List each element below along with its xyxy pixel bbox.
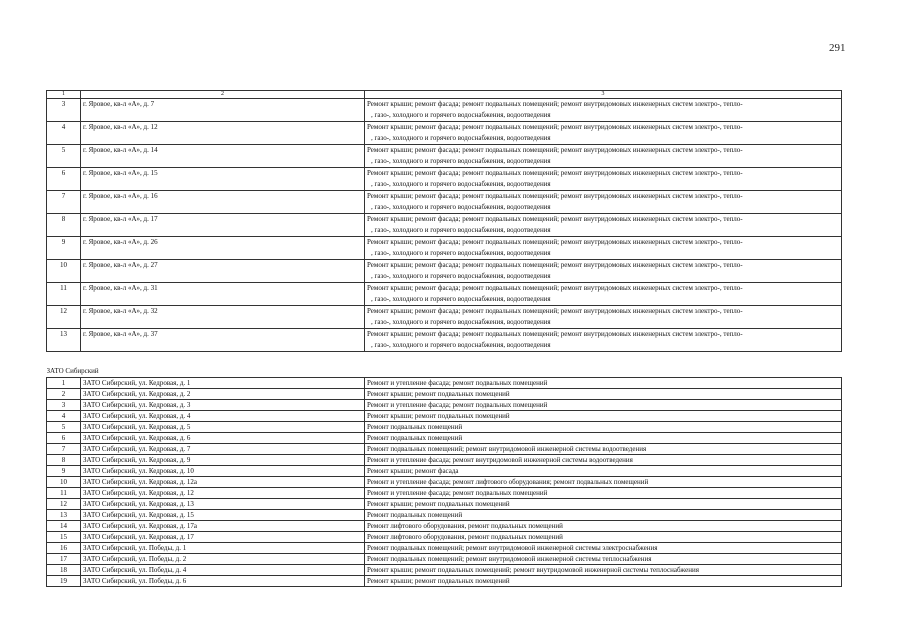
row-number: 7 — [47, 444, 81, 455]
row-number: 8 — [47, 455, 81, 466]
row-address: г. Яровое, кв-л «А», д. 7 — [81, 99, 365, 122]
table-row — [47, 378, 842, 389]
row-work-line-1: Ремонт крыши; ремонт фасада; ремонт подвальных помещений; ремонт внутридомовых инженерных систем электро-, тепло- — [367, 330, 743, 338]
table-row — [47, 329, 842, 352]
row-address: ЗАТО Сибирский, ул. Кедровая, д. 5 — [81, 422, 365, 433]
table-row — [47, 237, 842, 260]
row-work — [365, 214, 842, 237]
row-number: 1 — [47, 378, 81, 389]
row-address: ЗАТО Сибирский, ул. Кедровая, д. 15 — [81, 510, 365, 521]
row-number: 13 — [47, 510, 81, 521]
row-address: ЗАТО Сибирский, ул. Победы, д. 2 — [81, 554, 365, 565]
row-address: г. Яровое, кв-л «А», д. 15 — [81, 168, 365, 191]
row-address: ЗАТО Сибирский, ул. Кедровая, д. 9 — [81, 455, 365, 466]
row-work: Ремонт лифтового оборудования, ремонт подвальных помещений — [365, 521, 842, 532]
row-work: Ремонт и утепление фасада; ремонт подвальных помещений — [365, 488, 842, 499]
table-row — [47, 444, 842, 455]
row-work — [365, 283, 842, 306]
row-work: Ремонт подвальных помещений; ремонт внутридомовой инженерной системы теплоснабжения — [365, 554, 842, 565]
row-work-line-2: , газо-, холодного и горячего водоснабжения, водоотведения — [371, 180, 551, 188]
row-address: г. Яровое, кв-л «А», д. 17 — [81, 214, 365, 237]
section-heading-row — [47, 366, 842, 378]
row-number: 18 — [47, 565, 81, 576]
row-work-line-1: Ремонт крыши; ремонт фасада; ремонт подвальных помещений; ремонт внутридомовых инженерных систем электро-, тепло- — [367, 215, 743, 223]
row-address: ЗАТО Сибирский, ул. Кедровая, д. 12а — [81, 477, 365, 488]
table-row — [47, 168, 842, 191]
row-work-line-2: , газо-, холодного и горячего водоснабжения, водоотведения — [371, 157, 551, 165]
row-address: г. Яровое, кв-л «А», д. 16 — [81, 191, 365, 214]
row-work: Ремонт крыши; ремонт подвальных помещений — [365, 576, 842, 587]
row-number: 2 — [47, 389, 81, 400]
header-col-1: 1 — [47, 91, 81, 99]
row-number: 19 — [47, 576, 81, 587]
row-work-line-1: Ремонт крыши; ремонт фасада; ремонт подвальных помещений; ремонт внутридомовых инженерных систем электро-, тепло- — [367, 146, 743, 154]
table-row — [47, 466, 842, 477]
row-work-line-1: Ремонт крыши; ремонт фасада; ремонт подвальных помещений; ремонт внутридомовых инженерных систем электро-, тепло- — [367, 284, 743, 292]
row-address: ЗАТО Сибирский, ул. Победы, д. 1 — [81, 543, 365, 554]
row-address: г. Яровое, кв-л «А», д. 32 — [81, 306, 365, 329]
table-row — [47, 191, 842, 214]
row-work: Ремонт лифтового оборудования, ремонт подвальных помещений — [365, 532, 842, 543]
table-row — [47, 488, 842, 499]
row-work-line-2: , газо-, холодного и горячего водоснабжения, водоотведения — [371, 249, 551, 257]
row-number: 6 — [47, 168, 81, 191]
row-number: 9 — [47, 237, 81, 260]
table-row — [47, 411, 842, 422]
table-row — [47, 422, 842, 433]
row-address: ЗАТО Сибирский, ул. Кедровая, д. 1 — [81, 378, 365, 389]
row-number: 7 — [47, 191, 81, 214]
table-row — [47, 145, 842, 168]
table-row — [47, 455, 842, 466]
row-number: 10 — [47, 260, 81, 283]
row-work-line-2: , газо-, холодного и горячего водоснабжения, водоотведения — [371, 295, 551, 303]
row-number: 10 — [47, 477, 81, 488]
row-work-line-2: , газо-, холодного и горячего водоснабжения, водоотведения — [371, 111, 551, 119]
row-address: г. Яровое, кв-л «А», д. 31 — [81, 283, 365, 306]
row-number: 9 — [47, 466, 81, 477]
table-row — [47, 389, 842, 400]
row-number: 16 — [47, 543, 81, 554]
row-address: г. Яровое, кв-л «А», д. 12 — [81, 122, 365, 145]
row-address: ЗАТО Сибирский, ул. Кедровая, д. 12 — [81, 488, 365, 499]
header-col-3: 3 — [365, 91, 842, 99]
row-work-line-1: Ремонт крыши; ремонт фасада; ремонт подвальных помещений; ремонт внутридомовых инженерных систем электро-, тепло- — [367, 192, 743, 200]
table-row — [47, 532, 842, 543]
row-number: 3 — [47, 99, 81, 122]
row-work-line-2: , газо-, холодного и горячего водоснабжения, водоотведения — [371, 203, 551, 211]
table-row — [47, 260, 842, 283]
table-row — [47, 400, 842, 411]
row-work: Ремонт крыши; ремонт фасада — [365, 466, 842, 477]
row-work: Ремонт крыши; ремонт подвальных помещений — [365, 389, 842, 400]
row-number: 17 — [47, 554, 81, 565]
row-work: Ремонт и утепление фасада; ремонт внутридомовой инженерной системы водоотведения — [365, 455, 842, 466]
section-gap — [47, 352, 842, 367]
row-work-line-2: , газо-, холодного и горячего водоснабжения, водоотведения — [371, 341, 551, 349]
row-work — [365, 260, 842, 283]
table-row — [47, 554, 842, 565]
row-number: 11 — [47, 283, 81, 306]
row-work-line-1: Ремонт крыши; ремонт фасада; ремонт подвальных помещений; ремонт внутридомовых инженерных систем электро-, тепло- — [367, 169, 743, 177]
header-col-2: 2 — [81, 91, 365, 99]
row-work-line-1: Ремонт крыши; ремонт фасада; ремонт подвальных помещений; ремонт внутридомовых инженерных систем электро-, тепло- — [367, 100, 743, 108]
row-address: ЗАТО Сибирский, ул. Кедровая, д. 4 — [81, 411, 365, 422]
row-work: Ремонт и утепление фасада; ремонт подвальных помещений — [365, 400, 842, 411]
table-row — [47, 510, 842, 521]
row-work-line-1: Ремонт крыши; ремонт фасада; ремонт подвальных помещений; ремонт внутридомовых инженерных систем электро-, тепло- — [367, 238, 743, 246]
row-work: Ремонт подвальных помещений — [365, 433, 842, 444]
row-number: 4 — [47, 122, 81, 145]
table-row — [47, 521, 842, 532]
row-number: 8 — [47, 214, 81, 237]
row-work-line-2: , газо-, холодного и горячего водоснабжения, водоотведения — [371, 318, 551, 326]
row-number: 12 — [47, 499, 81, 510]
row-work — [365, 99, 842, 122]
row-address: ЗАТО Сибирский, ул. Кедровая, д. 13 — [81, 499, 365, 510]
row-number: 15 — [47, 532, 81, 543]
row-work — [365, 329, 842, 352]
row-work — [365, 122, 842, 145]
table-row — [47, 122, 842, 145]
row-number: 12 — [47, 306, 81, 329]
row-address: ЗАТО Сибирский, ул. Победы, д. 4 — [81, 565, 365, 576]
table-row — [47, 499, 842, 510]
row-address: ЗАТО Сибирский, ул. Кедровая, д. 3 — [81, 400, 365, 411]
row-work-line-2: , газо-, холодного и горячего водоснабжения, водоотведения — [371, 272, 551, 280]
row-number: 3 — [47, 400, 81, 411]
row-work: Ремонт подвальных помещений — [365, 422, 842, 433]
table-header-row — [47, 91, 842, 99]
row-address: ЗАТО Сибирский, ул. Кедровая, д. 10 — [81, 466, 365, 477]
page-number: 291 — [829, 42, 846, 54]
row-address: ЗАТО Сибирский, ул. Кедровая, д. 17 — [81, 532, 365, 543]
row-work: Ремонт подвальных помещений; ремонт внутридомовой инженерной системы водоотведения — [365, 444, 842, 455]
row-address: г. Яровое, кв-л «А», д. 27 — [81, 260, 365, 283]
row-number: 11 — [47, 488, 81, 499]
row-address: г. Яровое, кв-л «А», д. 37 — [81, 329, 365, 352]
row-work — [365, 145, 842, 168]
table-row — [47, 99, 842, 122]
row-work — [365, 168, 842, 191]
table-row — [47, 576, 842, 587]
row-number: 13 — [47, 329, 81, 352]
row-address: ЗАТО Сибирский, ул. Кедровая, д. 2 — [81, 389, 365, 400]
row-work: Ремонт крыши; ремонт подвальных помещений — [365, 411, 842, 422]
row-work: Ремонт подвальных помещений; ремонт внутридомовой инженерной системы электроснабжения — [365, 543, 842, 554]
row-work: Ремонт крыши; ремонт подвальных помещений; ремонт внутридомовой инженерной системы теплоснабжения — [365, 565, 842, 576]
section-gap-cell — [47, 352, 842, 367]
row-work-line-1: Ремонт крыши; ремонт фасада; ремонт подвальных помещений; ремонт внутридомовых инженерных систем электро-, тепло- — [367, 307, 743, 315]
row-number: 6 — [47, 433, 81, 444]
row-number: 5 — [47, 145, 81, 168]
row-address: ЗАТО Сибирский, ул. Кедровая, д. 6 — [81, 433, 365, 444]
row-number: 5 — [47, 422, 81, 433]
table-row — [47, 543, 842, 554]
row-work — [365, 237, 842, 260]
row-address: г. Яровое, кв-л «А», д. 14 — [81, 145, 365, 168]
row-work — [365, 191, 842, 214]
table-row — [47, 565, 842, 576]
repair-table-body — [47, 91, 842, 587]
row-work: Ремонт подвальных помещений — [365, 510, 842, 521]
row-work — [365, 306, 842, 329]
row-work: Ремонт крыши; ремонт подвальных помещений — [365, 499, 842, 510]
row-work: Ремонт и утепление фасада; ремонт лифтового оборудования; ремонт подвальных помещений — [365, 477, 842, 488]
table-row — [47, 433, 842, 444]
table-row — [47, 306, 842, 329]
row-work-line-2: , газо-, холодного и горячего водоснабжения, водоотведения — [371, 226, 551, 234]
table-row — [47, 283, 842, 306]
row-number: 14 — [47, 521, 81, 532]
row-work: Ремонт и утепление фасада; ремонт подвальных помещений — [365, 378, 842, 389]
row-work-line-2: , газо-, холодного и горячего водоснабжения, водоотведения — [371, 134, 551, 142]
table-row — [47, 214, 842, 237]
table-row — [47, 477, 842, 488]
repair-table — [46, 90, 842, 587]
row-work-line-1: Ремонт крыши; ремонт фасада; ремонт подвальных помещений; ремонт внутридомовых инженерных систем электро-, тепло- — [367, 123, 743, 131]
row-address: ЗАТО Сибирский, ул. Кедровая, д. 7 — [81, 444, 365, 455]
row-address: ЗАТО Сибирский, ул. Победы, д. 6 — [81, 576, 365, 587]
row-address: ЗАТО Сибирский, ул. Кедровая, д. 17а — [81, 521, 365, 532]
row-number: 4 — [47, 411, 81, 422]
row-address: г. Яровое, кв-л «А», д. 26 — [81, 237, 365, 260]
row-work-line-1: Ремонт крыши; ремонт фасада; ремонт подвальных помещений; ремонт внутридомовых инженерных систем электро-, тепло- — [367, 261, 743, 269]
section-heading: ЗАТО Сибирский — [46, 367, 99, 375]
